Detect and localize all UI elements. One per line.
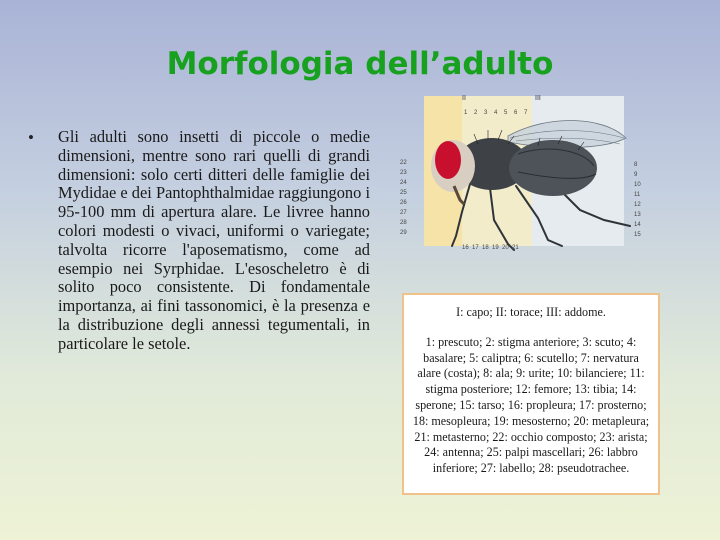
callout-number: 1 [464, 110, 468, 116]
callout-number: 27 [400, 210, 407, 216]
legend-entry: III: addome. [546, 305, 606, 319]
legend-entry-number: 12 [515, 382, 528, 397]
callout-number: 11 [634, 192, 641, 198]
legend-entry: 11: stigma posteriore; [425, 366, 645, 397]
legend-parts [410, 335, 652, 477]
legend-entry-label: arista [618, 429, 645, 444]
legend-entry-number: 24 [424, 445, 437, 460]
legend-entry: 24: antenna; [424, 445, 487, 460]
legend-entry-number: 5 [469, 350, 476, 365]
legend-entry-label: stigma posteriore [425, 382, 510, 397]
legend-entry-number: II [495, 305, 504, 319]
legend-entry: 16: propleura; [507, 397, 580, 412]
left-callouts [400, 160, 407, 236]
legend-entry-label: femore [534, 382, 569, 397]
legend-entry-label: propleura [526, 397, 573, 412]
legend-entry-label: labello [499, 461, 533, 476]
callout-number: 5 [504, 110, 508, 116]
legend-entry: 20: metapleura; [573, 413, 650, 428]
legend-entry-label: sperone [415, 397, 454, 412]
legend-entry-number: 20 [573, 413, 586, 428]
legend-box [402, 293, 660, 495]
legend-entry-label: mesopleura [431, 413, 488, 428]
legend-entry-label: labbro inferiore [432, 445, 638, 476]
callout-number: 18 [482, 245, 489, 251]
legend-entry: 26: labbro inferiore; [432, 445, 638, 476]
legend-entry: 10: bilanciere; [557, 366, 630, 381]
callout-number: 13 [634, 212, 641, 218]
legend-entry: 7: nervatura alare (costa); [417, 350, 639, 381]
legend-entry-label: mesosterno [512, 413, 568, 428]
legend-entry-label: tarso [477, 397, 502, 412]
callout-number: 25 [400, 190, 407, 196]
fly-morphology-figure [398, 94, 642, 254]
legend-entry-number: 17 [579, 397, 592, 412]
legend-entry-label: palpi mascellari [505, 445, 583, 460]
compound-eye [435, 141, 461, 179]
legend-entry-label: pseudotrachee [557, 461, 627, 476]
legend-entry: 21: metasterno; [414, 429, 493, 444]
callout-number: 26 [400, 200, 407, 206]
legend-entry: 13: tibia; [574, 382, 622, 397]
callout-number: 17 [472, 245, 479, 251]
legend-entry-number: 7 [580, 350, 587, 365]
legend-entry: 17: prosterno; [579, 397, 647, 412]
callout-number: 16 [462, 245, 469, 251]
legend-entry-label: metasterno [432, 429, 486, 444]
legend-entry-label: bilanciere [575, 366, 624, 381]
legend-entry: 5: caliptra; [469, 350, 525, 365]
legend-entry-number: I [456, 305, 461, 319]
callout-number: 12 [634, 202, 641, 208]
legend-entry-label: occhio composto [510, 429, 594, 444]
legend-entry: 14: sperone; [415, 382, 637, 412]
legend-entry-number: 8 [483, 366, 490, 381]
legend-entry-label: basalare [423, 350, 463, 365]
legend-entry: 22: occhio composto; [492, 429, 600, 444]
legend-sections [410, 305, 652, 321]
legend-entry-label: caliptra [481, 350, 518, 365]
legend-entry-label: nervatura alare (costa) [417, 350, 639, 381]
legend-entry-number: 25 [486, 445, 499, 460]
callout-number: 2 [474, 110, 478, 116]
legend-entry-number: 2 [485, 334, 492, 349]
legend-entry-number: 16 [507, 397, 520, 412]
legend-entry: I: capo; [456, 305, 496, 319]
section-label-thorax: III [535, 95, 541, 102]
legend-entry: 12: femore; [515, 382, 575, 397]
legend-entry-number: 10 [557, 366, 570, 381]
legend-entry-label: prescuto [438, 334, 480, 349]
legend-entry: 18: mesopleura; [412, 413, 494, 428]
legend-entry-label: torace [510, 305, 540, 319]
callout-number: 15 [634, 232, 641, 238]
callout-number: 8 [634, 162, 638, 168]
legend-entry-label: tibia [593, 382, 615, 397]
legend-entry-label: stigma anteriore [497, 334, 577, 349]
legend-entry-number: 27 [480, 461, 493, 476]
legend-entry-number: III [546, 305, 559, 319]
callout-number: 3 [484, 110, 488, 116]
legend-entry-number: 21 [414, 429, 427, 444]
legend-entry: 23: arista; [599, 429, 648, 444]
legend-entry-label: antenna [442, 445, 481, 460]
callout-number: 9 [634, 172, 638, 178]
callout-number: 24 [400, 180, 407, 186]
legend-entry-number: 15 [459, 397, 472, 412]
legend-entry: 28: pseudotrachee. [538, 461, 630, 476]
callout-number: 23 [400, 170, 407, 176]
legend-entry: 8: ala; [483, 366, 517, 381]
legend-entry: 25: palpi mascellari; [486, 445, 589, 460]
slide-title: Morfologia dell’adulto [166, 46, 554, 82]
callout-number: 14 [634, 222, 641, 228]
callout-number: 28 [400, 220, 407, 226]
legend-entry-number: 28 [538, 461, 551, 476]
legend-entry: 3: scuto; [582, 334, 627, 349]
legend-entry: 4: basalare; [423, 334, 637, 365]
section-label-head: II [462, 95, 466, 102]
legend-entry: 2: stigma anteriore; [485, 334, 583, 349]
legend-entry: 19: mesosterno; [493, 413, 574, 428]
legend-entry-number: 14 [621, 382, 634, 397]
legend-entry-label: prosterno [597, 397, 644, 412]
callout-number: 22 [400, 160, 407, 166]
callout-number: 4 [494, 110, 498, 116]
legend-entry-number: 19 [493, 413, 506, 428]
legend-entry-label: addome [564, 305, 603, 319]
bullet-marker: • [28, 128, 34, 147]
legend-entry-number: 4 [626, 334, 633, 349]
legend-entry: 1: prescuto; [425, 334, 486, 349]
legend-entry-label: capo [466, 305, 490, 319]
callout-number: 6 [514, 110, 518, 116]
legend-entry: 27: labello; [480, 461, 539, 476]
legend-entry-number: 13 [574, 382, 587, 397]
legend-entry-number: 9 [516, 366, 523, 381]
legend-entry-number: 18 [412, 413, 425, 428]
legend-entry-label: ala [495, 366, 510, 381]
right-callouts [634, 162, 641, 238]
legend-entry-number: 6 [524, 350, 531, 365]
legend-entry-number: 23 [599, 429, 612, 444]
legend-entry-number: 22 [492, 429, 505, 444]
callout-number: 29 [400, 230, 407, 236]
legend-entry: 15: tarso; [459, 397, 508, 412]
legend-entry-number: 1 [425, 334, 432, 349]
legend-entry-number: 26 [588, 445, 601, 460]
callout-number: 10 [634, 182, 641, 188]
legend-entry-label: urite [528, 366, 551, 381]
legend-entry: 9: urite; [516, 366, 558, 381]
callout-number: 20 [502, 245, 509, 251]
bullet-text: Gli adulti sono insetti di piccole o medie dimensioni, mentre sono rari quelli di grandi dimensioni: solo certi ditteri delle famiglie dei Mydidae e dei Pantophthalmidae raggiungono i 95-100 mm di apertura alare. Le livree hanno colori modesti o vivaci, uniformi o variegate; talvolta ricorre l'aposematismo, come ad esempio nei Syrphidae. L'esoscheletro è di solito poco consistente. Di fondamentale importanza, ai fini tassonomici, è la presenza e la distribuzione degli annessi tegumentali, in particolare le setole. [58, 127, 370, 353]
legend-entry: 6: scutello; [524, 350, 581, 365]
callout-number: 7 [524, 110, 528, 116]
legend-entry-number: 3 [582, 334, 589, 349]
callout-number: 19 [492, 245, 499, 251]
callout-number: 21 [512, 245, 519, 251]
legend-entry-label: scutello [536, 350, 575, 365]
legend-entry-number: 11 [629, 366, 642, 381]
legend-entry-label: scuto [594, 334, 621, 349]
legend-entry: II: torace; [495, 305, 547, 319]
legend-entry-label: metapleura [591, 413, 646, 428]
